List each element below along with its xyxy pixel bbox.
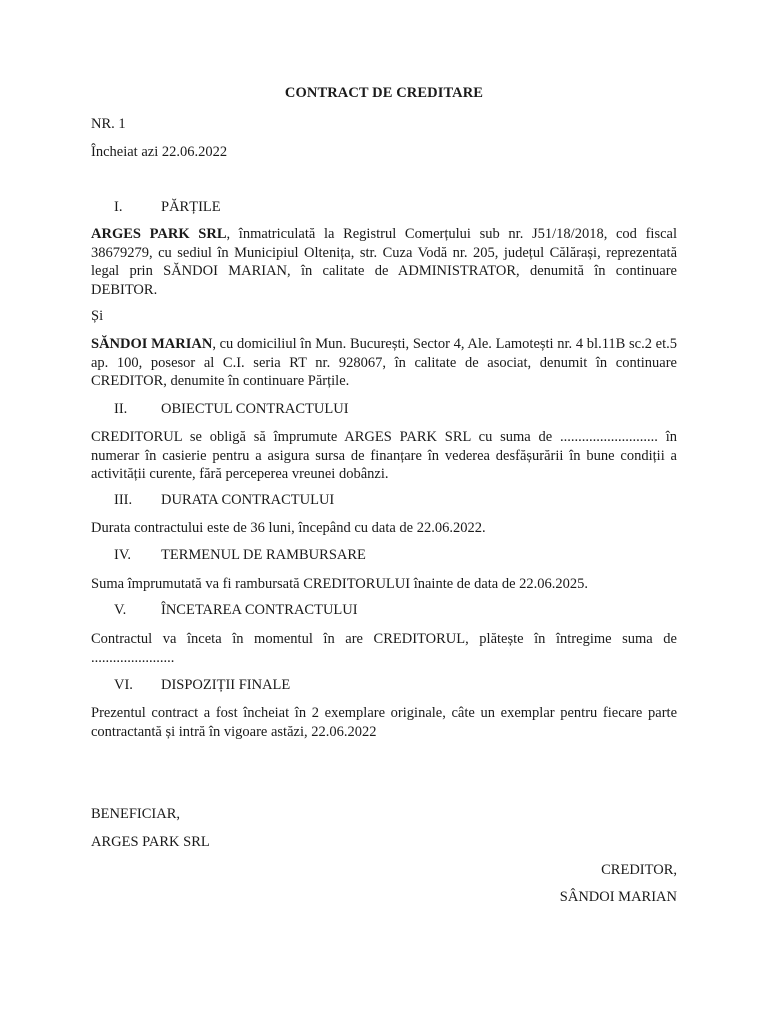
section-number: II. <box>114 401 128 417</box>
section-label: OBIECTUL CONTRACTULUI <box>161 401 349 417</box>
section-number: I. <box>114 199 123 215</box>
section-label: DURATA CONTRACTULUI <box>161 492 335 508</box>
duration-paragraph: Durata contractului este de 36 luni, începând cu data de 22.06.2022. <box>91 520 486 536</box>
creditor-label: CREDITOR, <box>601 862 677 878</box>
section-number: IV. <box>114 547 132 563</box>
section-label: DISPOZIȚII FINALE <box>161 677 291 693</box>
party-creditor-name: SĂNDOI MARIAN <box>91 336 213 352</box>
section-number: V. <box>114 602 127 618</box>
contract-number: NR. 1 <box>91 116 126 132</box>
concluded-date: Încheiat azi 22.06.2022 <box>91 144 228 160</box>
section-number: VI. <box>114 677 133 693</box>
party-debtor-details: , înmatriculată la Registrul Comerțului sub nr. J51/18/2018, cod fiscal 38679279, cu sediul în Municipiul Oltenița, str. Cuza Vodă nr. 205, județul Călărași, reprezentată legal prin SĂNDOI MARIAN, în calitate de ADMINISTRATOR, denumită în continuare DEBITOR. <box>91 226 677 298</box>
section-number: III. <box>114 492 133 508</box>
termination-paragraph: Contractul va înceta în momentul în are CREDITORUL, plătește în întregime suma de ....................... <box>91 631 677 666</box>
document-title: CONTRACT DE CREDITARE <box>284 85 484 101</box>
beneficiary-name: ARGES PARK SRL <box>91 834 210 850</box>
party-debtor-name: ARGES PARK SRL <box>91 226 227 242</box>
party-debtor-paragraph <box>91 225 677 299</box>
object-paragraph: CREDITORUL se obligă să împrumute ARGES PARK SRL cu suma de ........................... în numerar în casierie pentru a asigura sursa de finanțare în vederea desfășurării în bune condiții a activității curente, fără perceperea vreunei dobânzi. <box>91 429 677 482</box>
beneficiary-label: BENEFICIAR, <box>91 806 181 822</box>
final-paragraph: Prezentul contract a fost încheiat în 2 exemplare originale, câte un exemplar pentru fiecare parte contractantă și intră în vigoare astăzi, 22.06.2022 <box>91 705 677 740</box>
party-creditor-details: , cu domiciliul în Mun. București, Sector 4, Ale. Lamotești nr. 4 bl.11B sc.2 et.5 ap. 100, posesor al C.I. seria RT nr. 928067, în calitate de asociat, denumit în continuare CREDITOR, denumite în continuare Părțile. <box>91 336 677 389</box>
section-label: TERMENUL DE RAMBURSARE <box>161 547 366 563</box>
section-label: PĂRȚILE <box>161 199 221 215</box>
conjunction: Și <box>91 308 104 324</box>
repayment-paragraph: Suma împrumutată va fi rambursată CREDITORULUI înainte de data de 22.06.2025. <box>91 576 589 592</box>
section-label: ÎNCETAREA CONTRACTULUI <box>161 602 358 618</box>
document-page <box>91 0 677 1024</box>
party-creditor-paragraph <box>91 335 677 391</box>
creditor-name: SÂNDOI MARIAN <box>559 889 677 905</box>
